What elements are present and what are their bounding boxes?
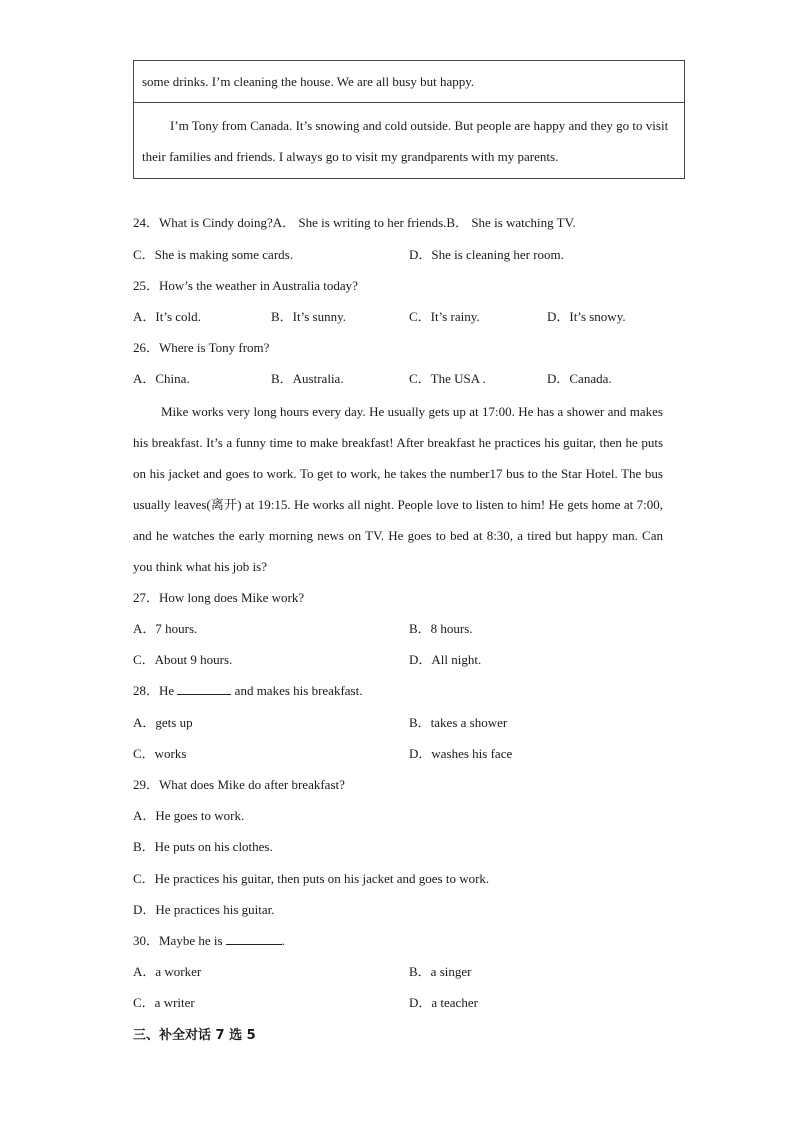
question-30-text-end: . xyxy=(281,933,286,948)
section-heading: 三、补全对话 7 选 5 xyxy=(133,1028,256,1043)
option-30b: B．a singer xyxy=(409,964,472,979)
option-24d: D．She is cleaning her room. xyxy=(409,247,564,262)
option-25a: A．It’s cold. xyxy=(133,309,201,324)
question-24: 24．What is Cindy doing?A． She is writing to her friends.B． She is watching TV. xyxy=(133,215,576,230)
reading-table xyxy=(133,60,685,179)
option-28d: D．washes his face xyxy=(409,746,513,761)
question-30-text: 30．Maybe he is xyxy=(133,933,226,948)
option-27a: A．7 hours. xyxy=(133,621,198,636)
question-25: 25．How’s the weather in Australia today? xyxy=(133,278,358,293)
passage-text: Mike works very long hours every day. He usually gets up at 17:00. He has a shower and makes his breakfast. It’s a funny time to make breakfast! After breakfast he practices his guitar, then he puts on his jacket and goes to work. To get to work, he takes the number17 bus to the Star Hotel. The bus usually leaves(离开) at 19:15. He works all night. People love to listen to him! He gets home at 7:00, and he watches the early morning news on TV. He goes to bed at 8:30, a tired but happy man. Can you think what his job is? xyxy=(133,404,663,574)
question-28-text: 28．He xyxy=(133,683,178,698)
option-29a: A．He goes to work. xyxy=(133,808,245,823)
question-26: 26．Where is Tony from? xyxy=(133,340,270,355)
question-29: 29．What does Mike do after breakfast? xyxy=(133,777,345,792)
question-27: 27．How long does Mike work? xyxy=(133,590,305,605)
option-30a: A．a worker xyxy=(133,964,202,979)
answer-blank xyxy=(177,683,231,695)
option-27b: B．8 hours. xyxy=(409,621,473,636)
option-26b: B．Australia. xyxy=(271,371,344,386)
option-25b: B．It’s sunny. xyxy=(271,309,346,324)
option-28c: C．works xyxy=(133,746,187,761)
answer-blank xyxy=(226,933,282,945)
reading-passage xyxy=(133,396,663,582)
question-28-text-end: and makes his breakfast. xyxy=(231,683,363,698)
option-25d: D．It’s snowy. xyxy=(547,309,626,324)
table-row: some drinks. I’m cleaning the house. We are all busy but happy. xyxy=(134,61,684,103)
question-28 xyxy=(133,682,362,700)
option-28a: A．gets up xyxy=(133,715,193,730)
option-29c: C．He practices his guitar, then puts on his jacket and goes to work. xyxy=(133,871,490,886)
option-29b: B．He puts on his clothes. xyxy=(133,839,273,854)
option-25c: C．It’s rainy. xyxy=(409,309,480,324)
option-26d: D．Canada. xyxy=(547,371,612,386)
option-26a: A．China. xyxy=(133,371,190,386)
table-row xyxy=(134,103,684,178)
option-30d: D．a teacher xyxy=(409,995,478,1010)
option-30c: C．a writer xyxy=(133,995,195,1010)
option-24c: C．She is making some cards. xyxy=(133,247,293,262)
option-28b: B．takes a shower xyxy=(409,715,508,730)
option-26c: C．The USA . xyxy=(409,371,486,386)
question-30 xyxy=(133,932,285,950)
option-29d: D．He practices his guitar. xyxy=(133,902,275,917)
option-27c: C．About 9 hours. xyxy=(133,652,233,667)
tony-paragraph: I’m Tony from Canada. It’s snowing and cold outside. But people are happy and they go to visit their families and friends. I always go to visit my grandparents with my parents. xyxy=(142,118,669,164)
option-27d: D．All night. xyxy=(409,652,482,667)
